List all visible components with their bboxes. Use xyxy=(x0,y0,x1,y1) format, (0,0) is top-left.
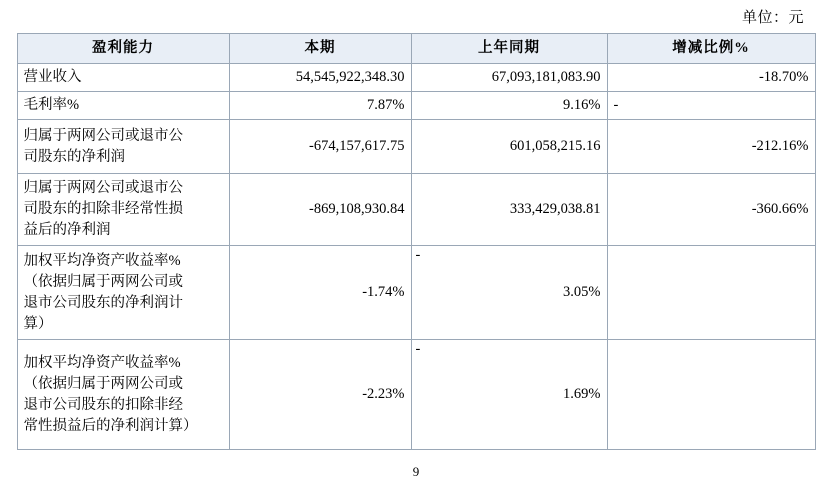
table-header-row xyxy=(17,34,815,64)
table-row xyxy=(17,64,815,92)
row-current-value: -674,157,617.75 xyxy=(229,120,411,174)
row-change-value xyxy=(607,246,815,340)
row-current-value: 7.87% xyxy=(229,92,411,120)
row-label-line: （依据归属于两网公司或 xyxy=(23,375,183,392)
profitability-table xyxy=(17,33,816,450)
row-label-line: 归属于两网公司或退市公 xyxy=(23,180,183,197)
page-number: 9 xyxy=(412,464,420,480)
row-label-line: 加权平均净资产收益率% xyxy=(23,354,181,371)
row-previous-value: 1.69% xyxy=(563,386,601,403)
row-change-value xyxy=(607,340,815,450)
row-label-line: 常性损益后的净利润计算） xyxy=(23,417,198,434)
row-label-line: （依据归属于两网公司或 xyxy=(23,273,183,290)
row-previous-value: 333,429,038.81 xyxy=(411,174,607,246)
row-label-line: 退市公司股东的净利润计 xyxy=(23,294,183,311)
row-current-value: -1.74% xyxy=(229,246,411,340)
row-previous-dash: - xyxy=(415,341,421,358)
table-row xyxy=(17,92,815,120)
row-previous-dash: - xyxy=(415,247,421,264)
row-label xyxy=(17,174,229,246)
column-header-current: 本期 xyxy=(229,34,411,64)
row-label xyxy=(17,340,229,450)
table-row xyxy=(17,340,815,450)
row-previous-value: 601,058,215.16 xyxy=(411,120,607,174)
unit-note: 单位：元 xyxy=(741,10,804,26)
row-label-line: 加权平均净资产收益率% xyxy=(23,252,181,269)
row-change-value: - xyxy=(607,92,815,120)
row-label-line: 司股东的扣除非经常性损 xyxy=(23,201,183,218)
table-row xyxy=(17,174,815,246)
row-change-value: -360.66% xyxy=(607,174,815,246)
row-current-value: 54,545,922,348.30 xyxy=(229,64,411,92)
column-header-previous: 上年同期 xyxy=(411,34,607,64)
table-header xyxy=(17,34,815,64)
row-label-line: 司股东的净利润 xyxy=(23,148,125,165)
row-label-line: 退市公司股东的扣除非经 xyxy=(23,396,183,413)
row-label-line: 算） xyxy=(23,315,53,332)
row-label xyxy=(17,64,229,92)
row-current-value: -869,108,930.84 xyxy=(229,174,411,246)
row-previous-value: 3.05% xyxy=(563,284,601,301)
column-header-change: 增减比例% xyxy=(607,34,815,64)
row-previous-value: 67,093,181,083.90 xyxy=(411,64,607,92)
row-label-line: 归属于两网公司或退市公 xyxy=(23,127,183,144)
row-previous-value-cell xyxy=(411,246,607,340)
row-label-line: 营业收入 xyxy=(23,69,82,86)
row-label xyxy=(17,92,229,120)
row-current-value: -2.23% xyxy=(229,340,411,450)
row-change-value: -212.16% xyxy=(607,120,815,174)
row-label-line: 毛利率% xyxy=(23,97,80,114)
row-change-value: -18.70% xyxy=(607,64,815,92)
table-row xyxy=(17,246,815,340)
row-label-line: 益后的净利润 xyxy=(23,222,111,239)
row-label xyxy=(17,246,229,340)
table-body xyxy=(17,64,815,450)
column-header-metric: 盈利能力 xyxy=(17,34,229,64)
row-label xyxy=(17,120,229,174)
row-previous-value: 9.16% xyxy=(411,92,607,120)
row-previous-value-cell xyxy=(411,340,607,450)
table-row xyxy=(17,120,815,174)
